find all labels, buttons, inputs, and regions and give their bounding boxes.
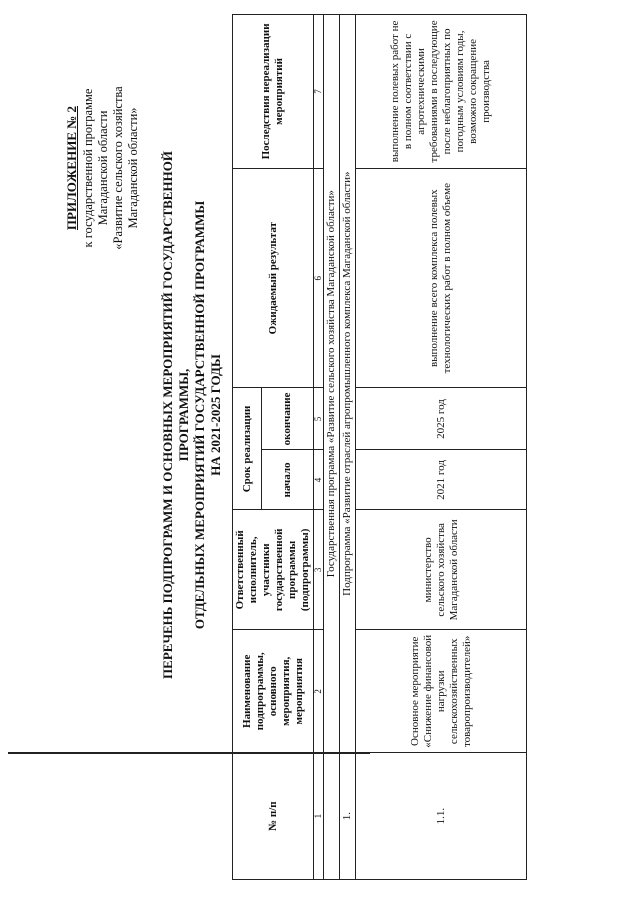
- measures-table: [232, 14, 527, 880]
- table-header-row: [233, 15, 262, 880]
- column-number: 5: [314, 388, 324, 450]
- appendix-line: Магаданской области»: [126, 107, 140, 229]
- row-num: 1.1.: [356, 753, 527, 880]
- appendix-title: ПРИЛОЖЕНИЕ № 2: [64, 105, 79, 231]
- subprogram-num: 1.: [340, 753, 356, 880]
- document-title-line: ОТДЕЛЬНЫХ МЕРОПРИЯТИЙ ГОСУДАРСТВЕННОЙ ПРОГРАММЫ: [192, 200, 207, 630]
- column-number: 1: [314, 753, 324, 880]
- column-number: 3: [314, 510, 324, 630]
- header-num: № п/п: [233, 753, 314, 880]
- row-result: выполнение всего комплекса полевых технологических работ в полном объеме: [356, 168, 527, 388]
- table-row: [356, 15, 527, 880]
- appendix-line: «Развитие сельского хозяйства: [111, 86, 125, 250]
- subprogram-title: Подпрограмма «Развитие отраслей агропромышленного комплекса Магаданской области»: [340, 15, 356, 753]
- column-number: 2: [314, 630, 324, 753]
- program-num-cell: [324, 753, 340, 880]
- row-consequences: выполнение полевых работ не в полном соответствии с агротехническими требованиями в последующие после неблагоприятных по погодным условиям годы, возможно сокращение производства: [356, 15, 527, 169]
- document-title-line: ПЕРЕЧЕНЬ ПОДПРОГРАММ И ОСНОВНЫХ МЕРОПРИЯТИЙ ГОСУДАРСТВЕННОЙ ПРОГРАММЫ,: [160, 151, 191, 679]
- appendix-block: [64, 58, 141, 278]
- document-title: [160, 135, 224, 695]
- row-executor: министерство сельского хозяйства Магаданской области: [356, 510, 527, 630]
- column-number: 6: [314, 168, 324, 388]
- header-end: окончание: [262, 388, 314, 450]
- row-start: 2021 год: [356, 450, 527, 510]
- header-consequences: Последствия нереализации мероприятий: [233, 15, 314, 169]
- subprogram-row: [340, 15, 356, 880]
- row-end: 2025 год: [356, 388, 527, 450]
- header-name: Наименование подпрограммы, основного мероприятия, мероприятия: [233, 630, 314, 753]
- column-number: 7: [314, 15, 324, 169]
- program-title: Государственная программа «Развитие сельского хозяйства Магаданской области»: [324, 15, 340, 753]
- header-start: начало: [262, 450, 314, 510]
- column-number: 4: [314, 450, 324, 510]
- header-result: Ожидаемый результат: [233, 168, 314, 388]
- column-number-row: [314, 15, 324, 880]
- program-row: [324, 15, 340, 880]
- appendix-line: к государственной программе: [81, 88, 95, 248]
- row-name: Основное мероприятие «Снижение финансовой нагрузки сельскохозяйственных товаропроизводителей»: [356, 630, 527, 753]
- header-period: Срок реализации: [233, 388, 262, 510]
- document-title-line: НА 2021-2025 ГОДЫ: [208, 354, 223, 476]
- header-executor: Ответственный исполнитель, участники государственной программы (подпрограммы): [233, 510, 314, 630]
- appendix-line: Магаданской области: [96, 110, 110, 226]
